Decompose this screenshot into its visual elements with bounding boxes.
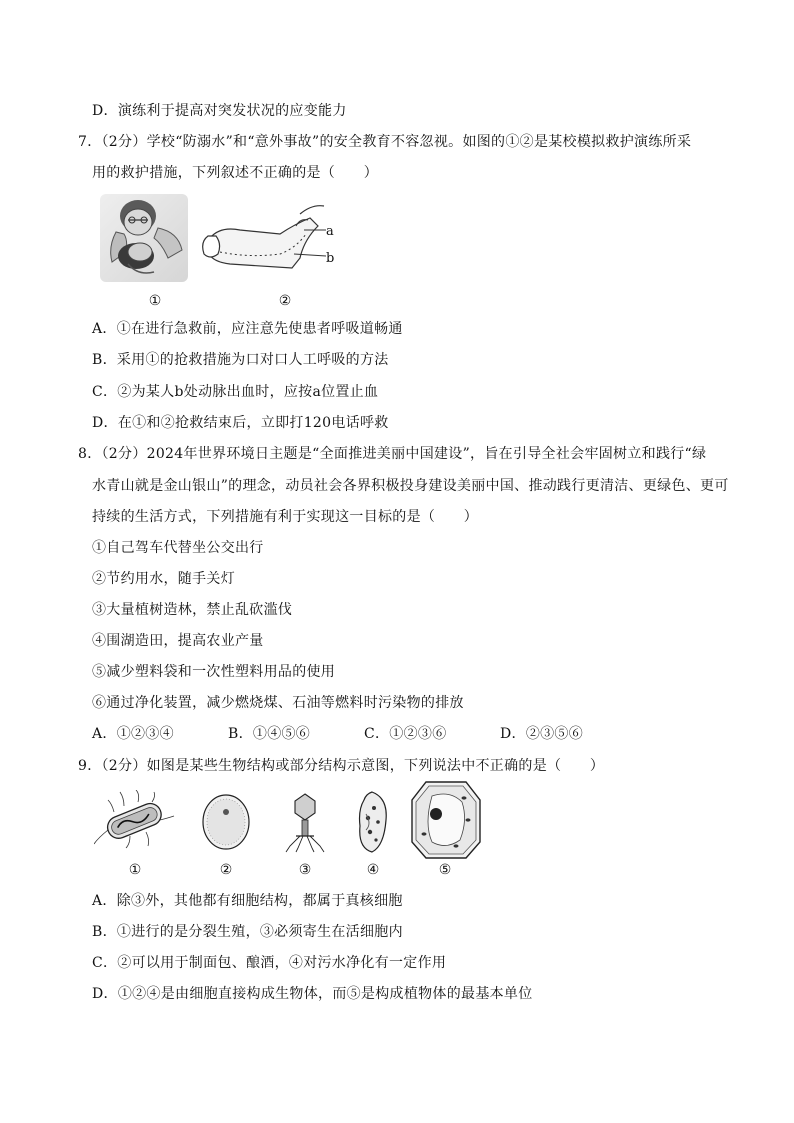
q8-option-a: A．①②③④ bbox=[92, 726, 174, 742]
q7-option-a: A．①在进行急救前，应注意先使患者呼吸道畅通 bbox=[92, 321, 403, 337]
q7-arm-label-b: b bbox=[326, 251, 335, 266]
q7-stem-line2: 用的救护措施，下列叙述不正确的是（ ） bbox=[92, 165, 378, 181]
q7-option-c: C．②为某人b处动脉出血时，应按a位置止血 bbox=[92, 384, 379, 400]
q8-stem-line2: 水青山就是金山银山”的理念，动员社会各界积极投身建设美丽中国、推动践行更清洁、更绿色、更可 bbox=[92, 478, 729, 494]
q9-figure-label-1: ① bbox=[128, 862, 142, 878]
q9-figure-plant-cell bbox=[410, 780, 482, 860]
q9-option-b: B．①进行的是分裂生殖，③必须寄生在活细胞内 bbox=[92, 924, 403, 940]
q8-item-2: ②节约用水，随手关灯 bbox=[92, 571, 235, 587]
q9-option-a: A．除③外，其他都有细胞结构，都属于真核细胞 bbox=[92, 893, 403, 909]
q9-figure-label-5: ⑤ bbox=[438, 862, 452, 878]
q6-option-d: D．演练利于提高对突发状况的应变能力 bbox=[92, 103, 347, 119]
q7-option-b: B．采用①的抢救措施为口对口人工呼吸的方法 bbox=[92, 352, 389, 368]
q9-figure-yeast bbox=[200, 792, 252, 852]
q8-option-d: D．②③⑤⑥ bbox=[500, 726, 584, 742]
q9-stem: 9．（2分）如图是某些生物结构或部分结构示意图，下列说法中不正确的是（ ） bbox=[78, 758, 605, 774]
q8-item-6: ⑥通过净化装置，减少燃烧煤、石油等燃料时污染物的排放 bbox=[92, 695, 464, 711]
q8-option-b: B．①④⑤⑥ bbox=[228, 726, 311, 742]
q8-item-1: ①自己驾车代替坐公交出行 bbox=[92, 540, 264, 556]
q8-item-4: ④围湖造田，提高农业产量 bbox=[92, 633, 264, 649]
q7-figure-label-1: ① bbox=[148, 293, 162, 309]
q9-figure-label-3: ③ bbox=[298, 862, 312, 878]
q8-item-3: ③大量植树造林，禁止乱砍滥伐 bbox=[92, 602, 293, 618]
q9-option-d: D．①②④是由细胞直接构成生物体，而⑤是构成植物体的最基本单位 bbox=[92, 986, 533, 1002]
q9-option-c: C．②可以用于制面包、酿酒，④对污水净化有一定作用 bbox=[92, 955, 447, 971]
q7-figure-label-2: ② bbox=[278, 293, 292, 309]
q8-item-5: ⑤减少塑料袋和一次性塑料用品的使用 bbox=[92, 664, 336, 680]
q9-figure-bacterium bbox=[94, 790, 176, 850]
q7-stem-line1: 7．（2分）学校“防溺水”和“意外事故”的安全教育不容忽视。如图的①②是某校模拟救护演练所采 bbox=[78, 134, 692, 150]
q9-figure-paramecium bbox=[352, 790, 392, 854]
q7-figure-cpr bbox=[98, 192, 190, 284]
q9-figure-virus bbox=[282, 792, 328, 854]
q9-figure-label-2: ② bbox=[219, 862, 233, 878]
q8-stem-line1: 8．（2分）2024年世界环境日主题是“全面推进美丽中国建设”，旨在引导全社会牢固树立和践行“绿 bbox=[78, 446, 707, 462]
q8-option-c: C．①②③⑥ bbox=[364, 726, 447, 742]
q9-figure-label-4: ④ bbox=[366, 862, 380, 878]
q7-figure-arm bbox=[200, 196, 345, 288]
q8-stem-line3: 持续的生活方式，下列措施有利于实现这一目标的是（ ） bbox=[92, 509, 479, 525]
q7-option-d: D．在①和②抢救结束后，立即打120电话呼救 bbox=[92, 415, 389, 431]
q7-arm-label-a: a bbox=[326, 224, 335, 239]
